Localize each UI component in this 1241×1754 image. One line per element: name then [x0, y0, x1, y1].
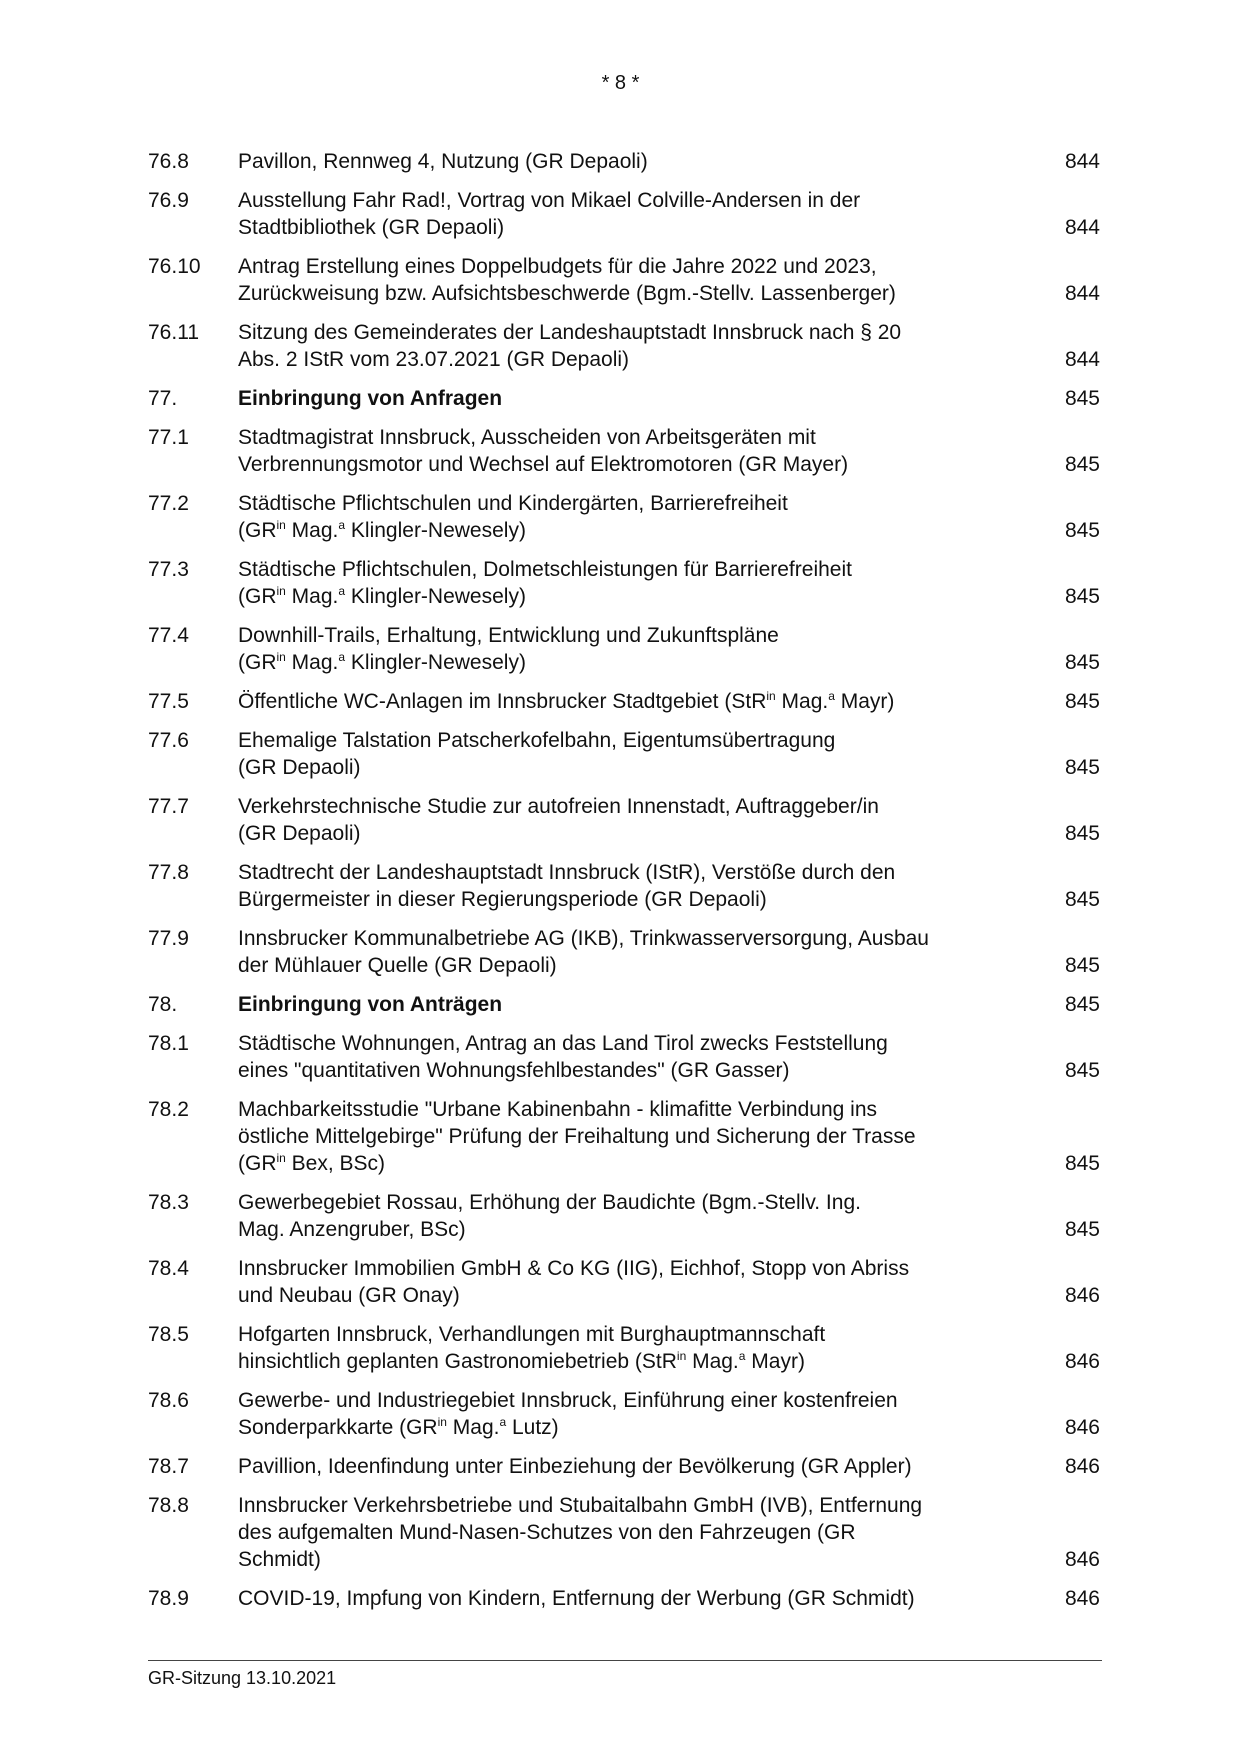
toc-entry-title-line: Gewerbegebiet Rossau, Erhöhung der Baudichte (Bgm.-Stellv. Ing.: [238, 1191, 861, 1214]
toc-entry-title-line: Mag. Anzengruber, BSc): [238, 1218, 466, 1241]
toc-entry-number: 78.8: [148, 1494, 189, 1517]
toc-entry-title-line: Antrag Erstellung eines Doppelbudgets für die Jahre 2022 und 2023,: [238, 255, 877, 278]
toc-entry: [148, 556, 1100, 610]
toc-entry-title-line: Hofgarten Innsbruck, Verhandlungen mit Burghauptmannschaft: [238, 1323, 826, 1346]
toc-entry-page: 845: [1064, 993, 1100, 1016]
toc-entry-title-line: ($GR^{in}$ Mag.$^a$ Klingler-Newesely): [238, 518, 526, 542]
toc-entry-title-line: Stadtmagistrat Innsbruck, Ausscheiden von Arbeitsgeräten mit: [238, 426, 816, 449]
toc-entry-title-line: Einbringung von Anfragen: [238, 387, 503, 410]
toc-entry-title-line: Städtische Pflichtschulen, Dolmetschleistungen für Barrierefreiheit: [238, 558, 852, 581]
toc-entry: [148, 1585, 1100, 1612]
toc-entry-number: 78.2: [148, 1098, 189, 1121]
toc-entry-number: 76.11: [148, 321, 199, 344]
toc-entry-title-line: der Mühlauer Quelle (GR Depaoli): [238, 954, 557, 977]
toc-entry-title: [238, 424, 1028, 478]
toc-entry-page: 846: [1064, 1350, 1100, 1373]
toc-entry-title-line: Downhill-Trails, Erhaltung, Entwicklung und Zukunftspläne: [238, 624, 779, 647]
toc-entry-title-line: Sonderparkkarte ($GR^{in}$ Mag.$^a$ Lutz): [238, 1415, 559, 1439]
toc-entry-title: [238, 1585, 1028, 1612]
toc-entry-title-line: Städtische Wohnungen, Antrag an das Land Tirol zwecks Feststellung: [238, 1032, 888, 1055]
toc-entry-page: 845: [1064, 1218, 1100, 1241]
toc-entry-number: 77.9: [148, 927, 189, 950]
toc-entry-number: 76.8: [148, 150, 189, 173]
toc-entry-page: 846: [1064, 1455, 1100, 1478]
toc-entry-title-line: Sitzung des Gemeinderates der Landeshauptstadt Innsbruck nach § 20: [238, 321, 902, 344]
toc-entry-title: [238, 1096, 1028, 1177]
toc-entry-title: [238, 925, 1028, 979]
toc-entry-title: [238, 385, 1028, 412]
toc-entry-title-line: des aufgemalten Mund-Nasen-Schutzes von den Fahrzeugen (GR: [238, 1521, 856, 1544]
toc-entry-page: 844: [1064, 216, 1100, 239]
toc-entry: [148, 1255, 1100, 1309]
toc-entry-page: 846: [1064, 1587, 1100, 1610]
toc-entry-title: [238, 187, 1028, 241]
toc-entry-number: 77.1: [148, 426, 189, 449]
toc-entry: [148, 424, 1100, 478]
toc-entry-title-line: hinsichtlich geplanten Gastronomiebetrieb (StR$^{in}$ Mag.$^a$ Mayr): [238, 1349, 805, 1373]
toc-entry-page: 846: [1064, 1548, 1100, 1571]
toc-entry-page: 845: [1064, 822, 1100, 845]
toc-entry-page: 846: [1064, 1284, 1100, 1307]
toc-entry-title-line: Abs. 2 IStR vom 23.07.2021 (GR Depaoli): [238, 348, 630, 371]
toc-entry: [148, 1189, 1100, 1243]
toc-section-heading: [148, 385, 1100, 412]
toc-entry-number: 78.3: [148, 1191, 189, 1214]
toc-entry: [148, 1453, 1100, 1480]
toc-entry-number: 78.: [148, 993, 178, 1016]
toc-entry-number: 78.6: [148, 1389, 189, 1412]
toc-entry-title-line: Stadtrecht der Landeshauptstadt Innsbruck (IStR), Verstöße durch den: [238, 861, 896, 884]
toc-entry-title-line: Machbarkeitsstudie "Urbane Kabinenbahn - klimafitte Verbindung ins: [238, 1098, 877, 1121]
toc-entry-title: [238, 1492, 1028, 1573]
toc-entry-title: [238, 688, 1028, 715]
toc-entry-page: 845: [1064, 690, 1100, 713]
toc-entry-title-line: Ehemalige Talstation Patscherkofelbahn, Eigentumsübertragung: [238, 729, 836, 752]
toc-entry-page: 845: [1064, 1152, 1100, 1175]
toc-entry-page: 844: [1064, 150, 1100, 173]
toc-entry-title-line: COVID-19, Impfung von Kindern, Entfernung der Werbung (GR Schmidt): [238, 1587, 915, 1610]
toc-entry-title: [238, 727, 1028, 781]
toc-entry-title: [238, 556, 1028, 610]
toc-entry-title-line: Verbrennungsmotor und Wechsel auf Elektromotoren (GR Mayer): [238, 453, 849, 476]
toc-entry-title-line: Einbringung von Anträgen: [238, 993, 503, 1016]
footer-divider: [148, 1660, 1102, 1661]
toc-entry-title-line: Pavillon, Rennweg 4, Nutzung (GR Depaoli): [238, 150, 648, 173]
toc-entry-page: 845: [1064, 954, 1100, 977]
toc-entry-title: [238, 991, 1028, 1018]
toc-entry-title-line: (GR Depaoli): [238, 822, 361, 845]
toc-entry: [148, 1492, 1100, 1573]
toc-entry-number: 77.7: [148, 795, 189, 818]
toc-entry: [148, 1096, 1100, 1177]
toc-entry: [148, 148, 1100, 175]
toc-entry-title-line: Bürgermeister in dieser Regierungsperiode (GR Depaoli): [238, 888, 767, 911]
toc-entry-page: 846: [1064, 1416, 1100, 1439]
toc-entry-title: [238, 1321, 1028, 1375]
toc-entry-title: [238, 319, 1028, 373]
toc-entry-title-line: ($GR^{in}$ Mag.$^a$ Klingler-Newesely): [238, 584, 526, 608]
toc-entry: [148, 490, 1100, 544]
toc-entry-title-line: Ausstellung Fahr Rad!, Vortrag von Mikael Colville-Andersen in der: [238, 189, 861, 212]
toc-entry-number: 76.9: [148, 189, 189, 212]
toc-entry: [148, 859, 1100, 913]
toc-entry: [148, 1387, 1100, 1441]
toc-entry-title-line: Öffentliche WC-Anlagen im Innsbrucker Stadtgebiet (StR$^{in}$ Mag.$^a$ Mayr): [238, 689, 895, 713]
toc-entry-number: 76.10: [148, 255, 201, 278]
toc-entry-title: [238, 1030, 1028, 1084]
toc-entry-number: 78.9: [148, 1587, 189, 1610]
toc-entry-page: 845: [1064, 387, 1100, 410]
toc-entry-page: 845: [1064, 585, 1100, 608]
toc-entry-number: 77.4: [148, 624, 189, 647]
toc-entry-title-line: und Neubau (GR Onay): [238, 1284, 460, 1307]
toc-entry-page: 845: [1064, 651, 1100, 674]
toc-entry-title: [238, 859, 1028, 913]
toc-entry-title-line: Innsbrucker Kommunalbetriebe AG (IKB), Trinkwasserversorgung, Ausbau: [238, 927, 929, 950]
toc-entry: [148, 1321, 1100, 1375]
toc-entry-title-line: Stadtbibliothek (GR Depaoli): [238, 216, 505, 239]
toc-entry-page: 845: [1064, 453, 1100, 476]
toc-entry-title-line: ($GR^{in}$ Mag.$^a$ Klingler-Newesely): [238, 650, 526, 674]
toc-entry-title-line: Verkehrstechnische Studie zur autofreien Innenstadt, Auftraggeber/in: [238, 795, 879, 818]
toc-entry-title-line: Gewerbe- und Industriegebiet Innsbruck, Einführung einer kostenfreien: [238, 1389, 898, 1412]
toc-entry-page: 844: [1064, 282, 1100, 305]
toc-entry-title: [238, 253, 1028, 307]
toc-entry-title-line: Zurückweisung bzw. Aufsichtsbeschwerde (Bgm.-Stellv. Lassenberger): [238, 282, 896, 305]
toc-entry: [148, 688, 1100, 715]
page-number: * 8 *: [601, 72, 640, 94]
toc-entry-title-line: Städtische Pflichtschulen und Kindergärten, Barrierefreiheit: [238, 492, 788, 515]
toc-entry-title-line: ($GR^{in}$ Bex, BSc): [238, 1151, 386, 1175]
toc-entry-number: 78.7: [148, 1455, 189, 1478]
toc-entry-page: 845: [1064, 888, 1100, 911]
toc-entry-title-line: Pavillion, Ideenfindung unter Einbeziehung der Bevölkerung (GR Appler): [238, 1455, 912, 1478]
toc-entry-title: [238, 1453, 1028, 1480]
toc-entry-title: [238, 1255, 1028, 1309]
toc-entry-title-line: östliche Mittelgebirge" Prüfung der Freihaltung und Sicherung der Trasse: [238, 1125, 916, 1148]
toc-entry: [148, 925, 1100, 979]
toc-entry-title-line: eines "quantitativen Wohnungsfehlbestandes" (GR Gasser): [238, 1059, 790, 1082]
toc-entry-title-line: Innsbrucker Verkehrsbetriebe und Stubaitalbahn GmbH (IVB), Entfernung: [238, 1494, 923, 1517]
toc-entry-page: 844: [1064, 348, 1100, 371]
toc-entry: [148, 187, 1100, 241]
toc-entry-number: 77.3: [148, 558, 189, 581]
toc-entry-title-line: Schmidt): [238, 1548, 321, 1571]
toc-entry-number: 77.2: [148, 492, 189, 515]
toc-entry-page: 845: [1064, 756, 1100, 779]
table-of-contents: [148, 148, 1100, 1624]
toc-entry-title: [238, 1387, 1028, 1441]
toc-entry-title: [238, 490, 1028, 544]
toc-entry-number: 78.4: [148, 1257, 189, 1280]
toc-entry-number: 78.1: [148, 1032, 189, 1055]
toc-section-heading: [148, 991, 1100, 1018]
toc-entry-number: 77.: [148, 387, 178, 410]
toc-entry: [148, 793, 1100, 847]
toc-entry-page: 845: [1064, 519, 1100, 542]
toc-entry-title-line: Innsbrucker Immobilien GmbH & Co KG (IIG), Eichhof, Stopp von Abriss: [238, 1257, 910, 1280]
toc-entry-number: 77.5: [148, 690, 189, 713]
toc-entry-number: 77.6: [148, 729, 189, 752]
toc-entry-number: 78.5: [148, 1323, 189, 1346]
toc-entry: [148, 319, 1100, 373]
toc-entry-title: [238, 1189, 1028, 1243]
toc-entry-title: [238, 622, 1028, 676]
toc-entry: [148, 1030, 1100, 1084]
toc-entry-title: [238, 793, 1028, 847]
toc-entry-title: [238, 148, 1028, 175]
toc-entry: [148, 727, 1100, 781]
toc-entry: [148, 622, 1100, 676]
footer-session-date: GR-Sitzung 13.10.2021: [148, 1668, 337, 1688]
toc-entry-page: 845: [1064, 1059, 1100, 1082]
toc-entry-number: 77.8: [148, 861, 189, 884]
toc-entry-title-line: (GR Depaoli): [238, 756, 361, 779]
toc-entry: [148, 253, 1100, 307]
